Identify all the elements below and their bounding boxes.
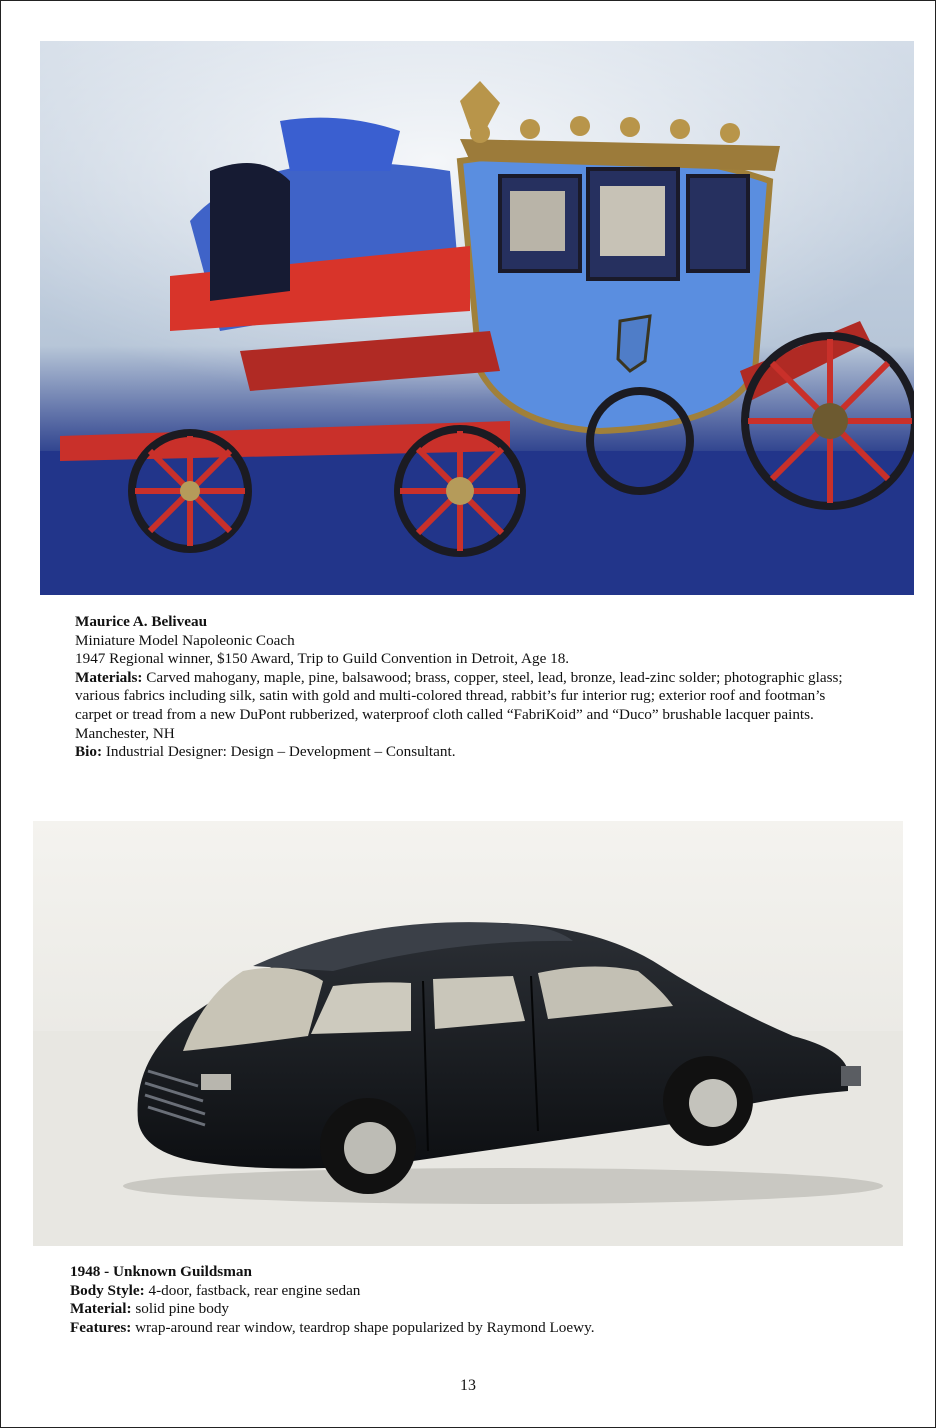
coach-title: Miniature Model Napoleonic Coach	[75, 631, 295, 649]
car-photo	[33, 821, 903, 1246]
coach-award: 1947 Regional winner, $150 Award, Trip to Guild Convention in Detroit, Age 18.	[75, 650, 570, 668]
car-heading: 1948 - Unknown Guildsman	[70, 1263, 252, 1280]
bio-text: Industrial Designer: Design – Development – Consultant.	[102, 743, 456, 761]
features-text: wrap-around rear window, teardrop shape popularized by Raymond Loewy.	[131, 1318, 595, 1336]
bio-label: Bio:	[75, 743, 103, 761]
materials-label: Materials:	[75, 668, 143, 686]
coach-caption	[75, 613, 843, 762]
materials-text-3: carpet or tread from a new DuPont rubberized, waterproof cloth called “FabriKoid” and “Duco” brushable lacquer paints.	[75, 705, 814, 723]
coach-name: Maurice A. Beliveau	[75, 613, 208, 630]
features-label: Features:	[70, 1318, 132, 1336]
body-style-label: Body Style:	[70, 1281, 145, 1299]
coach-location: Manchester, NH	[75, 724, 175, 742]
materials-text-2: various fabrics including silk, satin with gold and multi-colored thread, rabbit’s fur interior rug; exterior roof and footman’s	[75, 687, 826, 705]
coach-photo	[40, 41, 914, 595]
materials-text-1: Carved mahogany, maple, pine, balsawood; brass, copper, steel, lead, bronze, lead-zinc solder; photographic glass;	[142, 668, 843, 686]
material-text: solid pine body	[131, 1300, 230, 1318]
body-style-text: 4-door, fastback, rear engine sedan	[144, 1281, 361, 1299]
car-caption	[70, 1263, 595, 1337]
page-number: 13	[460, 1377, 476, 1394]
material-label: Material:	[70, 1300, 132, 1318]
